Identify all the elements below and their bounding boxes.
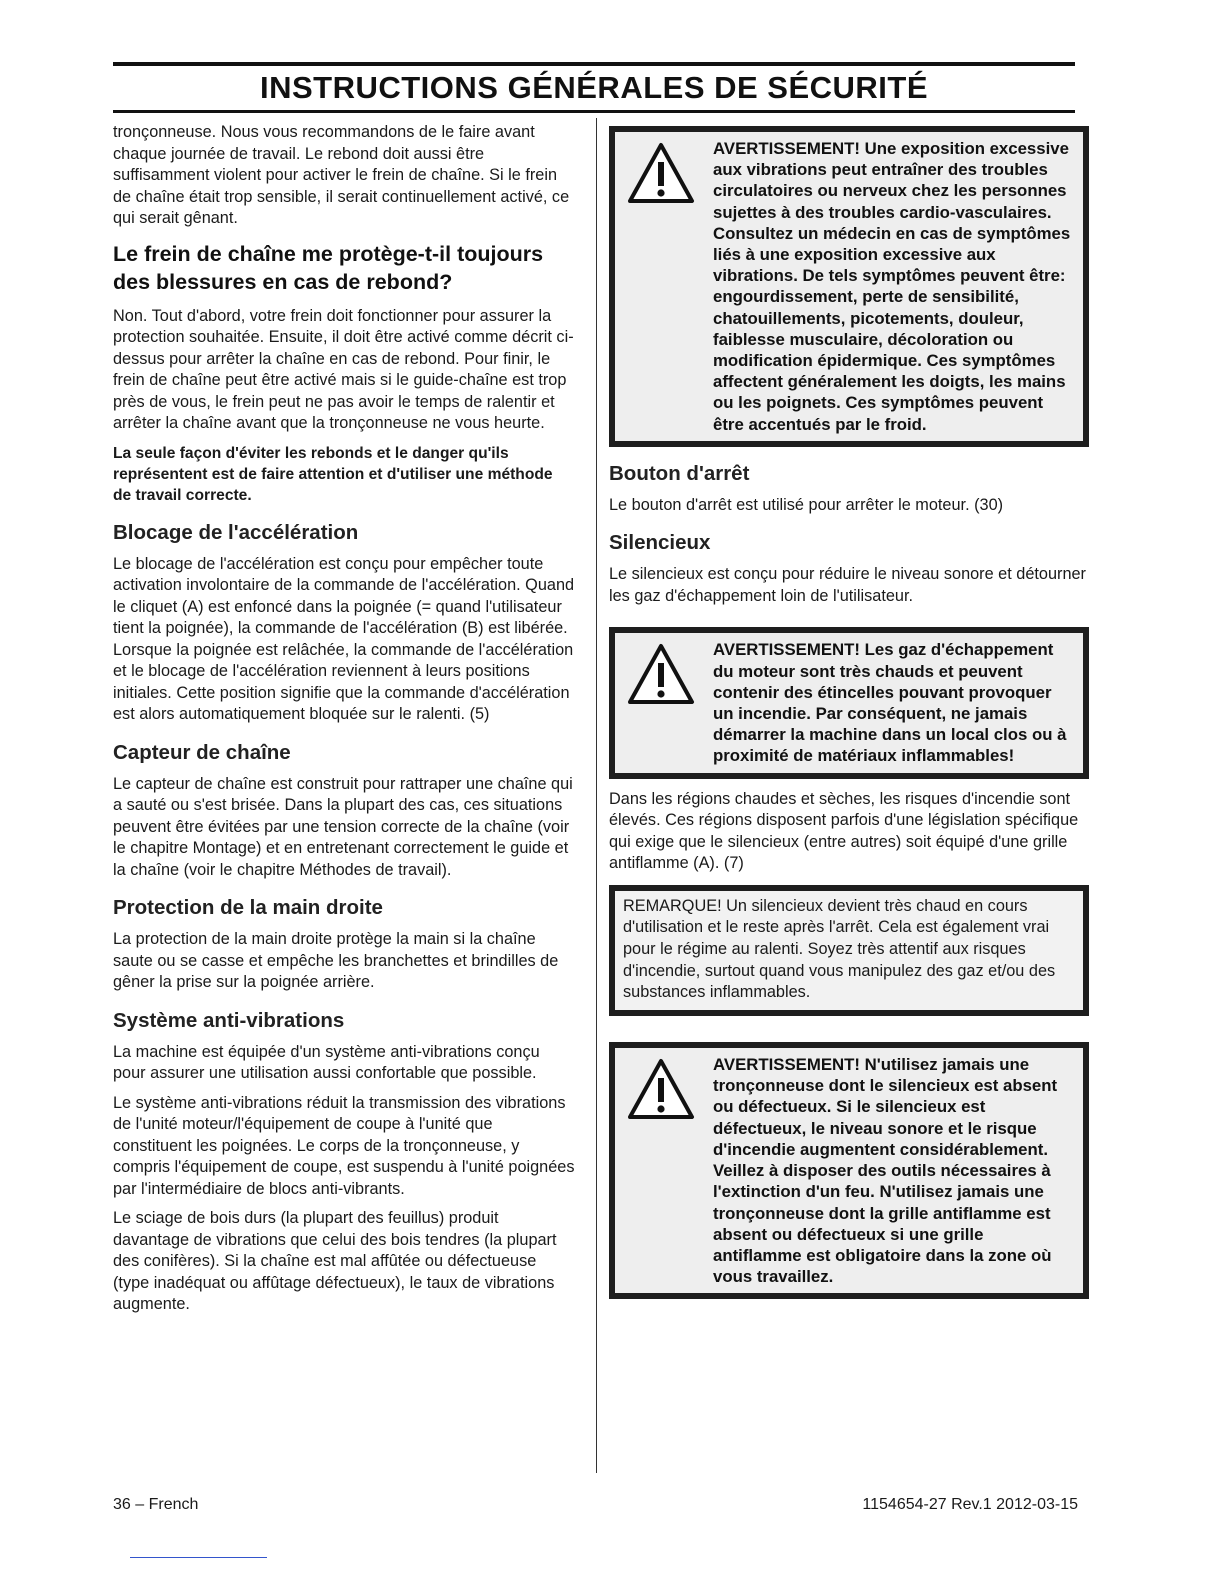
header-rule-top [113,62,1075,66]
heading-throttle-lockout: Blocage de l'accélération [113,520,359,544]
chain-brake-paragraph: Non. Tout d'abord, votre frein doit fonctionner pour assurer la protection souhaitée. Ensuite, il doit être activé comme décrit ci-dessus pour arrêter la chaîne en cas de rebond. Pour finir, le frein de chaîne peut être activé mais si le guide-chaîne est trop près de vous, le frein peut ne pas avoir le temps de ralentir et arrêter la chaîne avant que la tronçonneuse ne vous heurte. [113,306,574,432]
warning-triangle-icon [627,142,695,204]
column-divider [596,118,597,1473]
heading-chain-catcher: Capteur de chaîne [113,740,291,764]
warning-triangle-icon [627,643,695,705]
exhaust-warning-box [609,627,1089,778]
intro-paragraph: tronçonneuse. Nous vous recommandons de le faire avant chaque journée de travail. Le rebond doit aussi être suffisamment violent pour activer le frein de chaîne. Si le frein de chaîne était trop sensible, il serait continuellement activé, ce qui serait gênant. [113,123,570,227]
muffler-paragraph: Le silencieux est conçu pour réduire le niveau sonore et détourner les gaz d'échappement loin de l'utilisateur. [609,565,1086,605]
muffler-warning-text: AVERTISSEMENT! N'utilisez jamais une tronçonneuse dont le silencieux est absent ou défectueux. Si le silencieux est défectueux, le niveau sonore et le risque d'incendie augmentent considérablement. Veillez à disposer des outils nécessaires à l'extinction d'un feu. N'utilisez jamais une tronçonneuse dont la grille antiflamme est absent ou défectueux si une grille antiflamme est obligatoire dans la zone où vous travaillez. [713,1055,1058,1287]
chain-catcher-paragraph: Le capteur de chaîne est construit pour rattraper une chaîne qui a sauté ou s'est brisée. Dans la plupart des cas, ces situations peuvent être évitées par une tension correcte de la chaîne (voir le chapitre Montage) et en entretenant correctement le guide et la chaîne (voir le chapitre Méthodes de travail). [113,774,573,879]
vibration-warning-box [609,126,1089,447]
heading-right-hand-guard: Protection de la main droite [113,896,383,919]
right-hand-guard-paragraph: La protection de la main droite protège la main si la chaîne saute ou se casse et empêche les branchettes et brindilles de gêner la prise sur la poignée arrière. [113,930,559,991]
vibration-warning-text: AVERTISSEMENT! Une exposition excessive aux vibrations peut entraîner des troubles circulatoires ou nerveux chez les personnes sujettes à des troubles cardio-vasculaires. Consultez un médecin en cas de symptômes liés à une exposition excessive aux vibrations. De tels symptômes peuvent être: engourdissement, perte de sensibilité, chatouillements, picotements, douleur, faiblesse musculaire, décoloration ou modification épidermique. Ces symptômes affectent généralement les doigts, les mains ou les poignets. Ces symptômes peuvent être accentués par le froid. [713,139,1071,434]
left-column [113,122,575,1324]
muffler-note-text: REMARQUE! Un silencieux devient très chaud en cours d'utilisation et le reste après l'arrêt. Cela est également vrai pour le régime au ralenti. Soyez très attentif aux risques d'incendie, surtout quand vous manipulez des gaz et/ou des substances inflammables. [623,896,1056,1002]
anti-vibration-paragraph-1: La machine est équipée d'un système anti-vibrations conçu pour assurer une utilisation aussi confortable que possible. [113,1042,540,1082]
heading-chain-brake-question: Le frein de chaîne me protège-t-il toujours des blessures en cas de rebond? [113,241,544,294]
kickback-avoidance-note: La seule façon d'éviter les rebonds et le danger qu'ils représentent est de faire attention et d'utiliser une méthode de travail correcte. [113,444,553,504]
page-title: INSTRUCTIONS GÉNÉRALES DE SÉCURITÉ [259,70,929,105]
heading-anti-vibration: Système anti-vibrations [113,1008,345,1032]
page-number: 36 – French [113,1496,199,1513]
anti-vibration-paragraph-3: Le sciage de bois durs (la plupart des feuillus) produit davantage de vibrations que celui des bois tendres (la plupart des conifères). Si la chaîne est mal affûtée ou défectueuse (type inadéquat ou affûtage défectueux), le taux de vibrations augmente. [113,1209,557,1313]
document-reference: 1154654-27 Rev.1 2012-03-15 [862,1496,1078,1513]
exhaust-warning-text: AVERTISSEMENT! Les gaz d'échappement du moteur sont très chauds et peuvent contenir des étincelles pouvant provoquer un incendie. Par conséquent, ne jamais démarrer la machine dans un local clos ou à proximité de matériaux inflammables! [713,640,1067,766]
heading-stop-switch: Bouton d'arrêt [609,461,750,485]
warning-triangle-icon [627,1058,695,1120]
right-column [609,126,1089,1307]
heading-muffler: Silencieux [609,531,711,555]
header-rule-bottom [113,110,1075,113]
footer-stub-line [130,1557,267,1558]
muffler-note-box [609,885,1089,1017]
anti-vibration-paragraph-2: Le système anti-vibrations réduit la transmission des vibrations de l'unité moteur/l'équipement de coupe à l'unité que constituent les poignées. Le corps de la tronçonneuse, y compris l'équipement de coupe, est suspendu à l'unité poignées par l'intermédiaire de blocs anti-vibrants. [113,1093,575,1198]
hot-regions-paragraph: Dans les régions chaudes et sèches, les risques d'incendie sont élevés. Ces régions disposent parfois d'une législation spécifique qui exige que le silencieux (entre autres) soit équipé d'une grille antiflamme (A). (7) [609,789,1079,873]
muffler-warning-box [609,1042,1089,1299]
throttle-lockout-paragraph: Le blocage de l'accélération est conçu pour empêcher toute activation involontaire de la commande de l'accélération. Quand le cliquet (A) est enfoncé dans la poignée (= quand l'utilisateur tient la poignée), la commande de l'accélération (B) est libérée. Lorsque la poignée est relâchée, la commande de l'accélération et le blocage de l'accélération reviennent à leurs positions initiales. Cette position signifie que la commande d'accélération est alors automatiquement bloquée sur le ralenti. (5) [113,554,575,723]
stop-switch-paragraph: Le bouton d'arrêt est utilisé pour arrêter le moteur. (30) [609,495,1004,514]
